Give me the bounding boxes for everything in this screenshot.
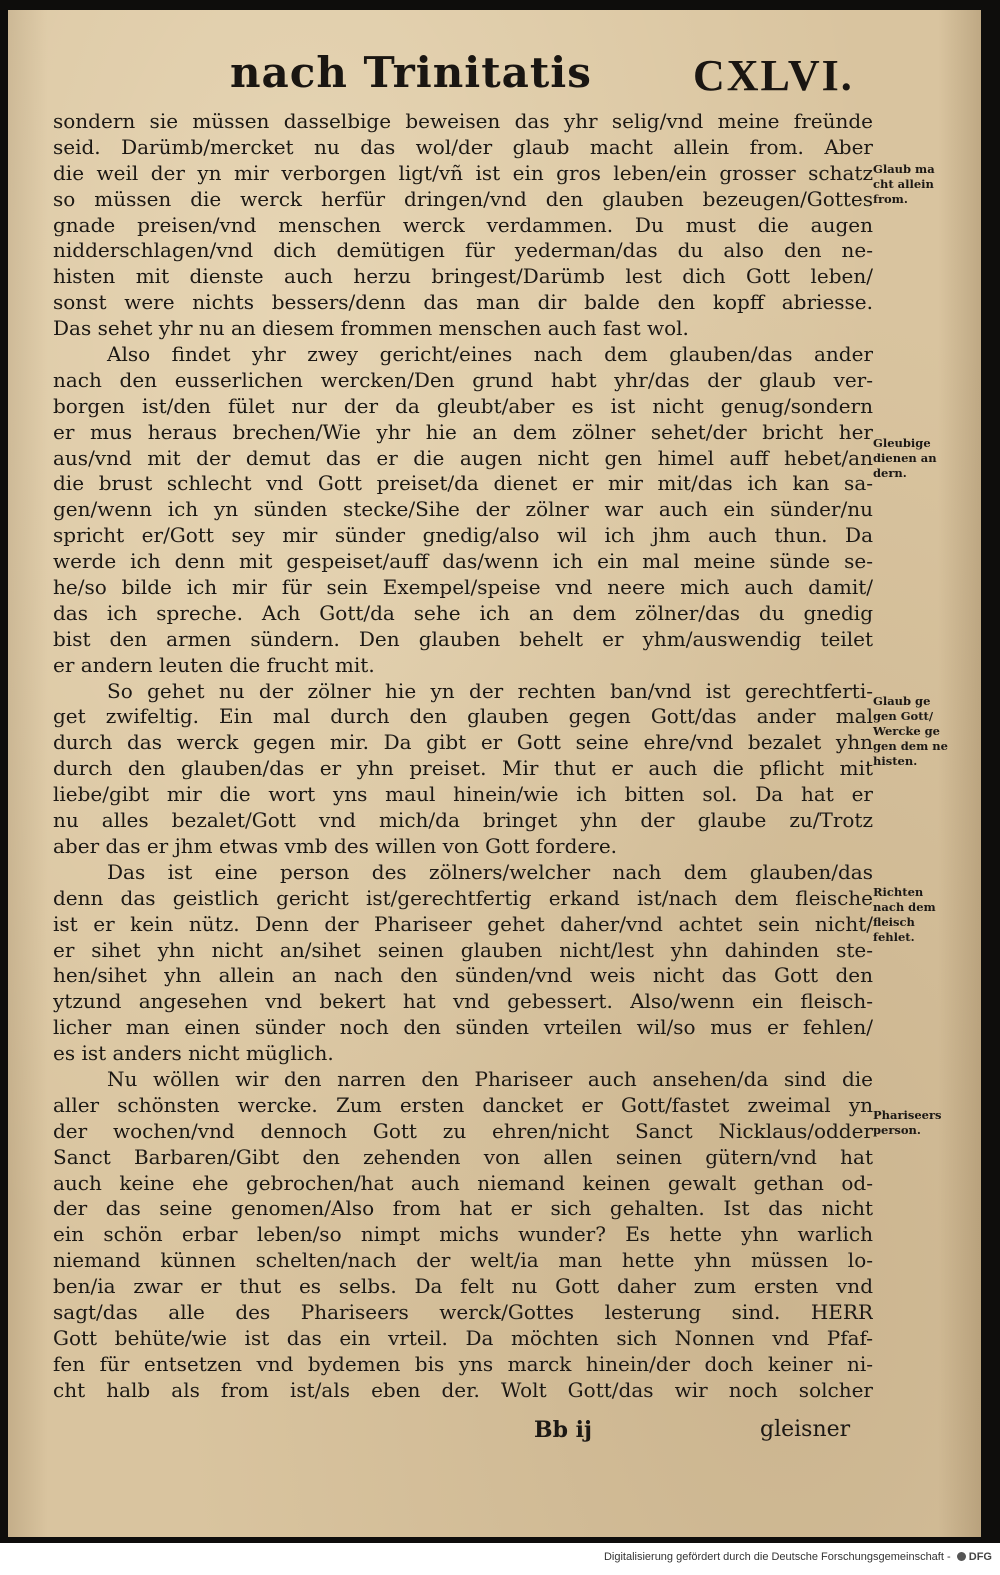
text-line: Das ist eine person des zölners/welcher nach dem glauben/das (107, 859, 873, 884)
running-title: nach Trinitatis (230, 48, 592, 97)
marginal-note (873, 162, 978, 207)
note-line: gen dem ne (873, 739, 948, 753)
note-line: Gleubige (873, 436, 931, 450)
text-line: histen mit dienste auch herzu bringest/Darümb lest dich Gott leben/ (53, 264, 873, 289)
book-page (8, 10, 981, 1537)
text-line: aus/vnd mit der demut das er die augen nicht gen himel auff hebet/an (53, 445, 873, 470)
text-line: licher man einen sünder noch den sünden vrteilen wil/so mus er fehlen/ (53, 1015, 873, 1040)
text-line: durch das werck gegen mir. Da gibt er Gott seine ehre/vnd bezalet yhn (53, 730, 873, 755)
text-line: denn das geistlich gericht ist/gerechtfertig erkand ist/nach dem fleische (53, 885, 873, 910)
text-line: die brust schlecht vnd Gott preiset/da dienet er mir mit/das ich kan sa- (53, 471, 873, 496)
digitization-credit (604, 1551, 992, 1569)
text-line: Also findet yhr zwey gericht/eines nach dem glauben/das ander (107, 342, 873, 367)
note-line: histen. (873, 754, 918, 768)
note-line: Phariseers (873, 1108, 942, 1122)
dfg-logo: DFG (968, 1551, 992, 1563)
text-line: ytzund angesehen vnd bekert hat vnd gebessert. Also/wenn ein fleisch- (53, 989, 873, 1014)
text-line: liebe/gibt mir die wort yns maul hinein/wie ich bitten sol. Da hat er (53, 782, 873, 807)
text-line: bist den armen sündern. Den glauben behelt er yhm/auswendig teilet (53, 626, 873, 651)
text-line: Sanct Barbaren/Gibt den zehenden von allen seinen gütern/vnd hat (53, 1144, 873, 1169)
note-line: from. (873, 192, 908, 206)
note-line: Wercke ge (873, 724, 941, 738)
note-line: fehlet. (873, 930, 915, 944)
text-line: auch keine ehe gebrochen/hat auch niemand keinen gewalt gethan od- (53, 1170, 873, 1195)
text-line: cht halb als from ist/als eben der. Wolt Gott/das wir noch solcher (53, 1377, 873, 1402)
text-line: sagt/das alle des Phariseers werck/Gottes lesterung sind. HERR (53, 1299, 873, 1324)
text-line: nidderschlagen/vnd dich demütigen für yederman/das du also den ne- (53, 238, 873, 263)
credit-text: Digitalisierung gefördert durch die Deutsche Forschungsgemeinschaft - (603, 1551, 951, 1563)
text-line: sondern sie müssen dasselbige beweisen das yhr selig/vnd meine freünde (53, 109, 873, 133)
text-line: borgen ist/den fület nur der da gleubt/aber es ist nicht genug/sondern (53, 393, 873, 418)
marginal-note (873, 694, 978, 769)
note-line: gen Gott/ (873, 709, 934, 723)
text-line: niemand künnen schelten/nach der welt/ia man hette yhn müssen lo- (53, 1248, 873, 1273)
text-line: der das seine genomen/Also from hat er sich gehalten. Ist das nicht (53, 1196, 873, 1221)
text-line: get zwifeltig. Ein mal durch den glauben gegen Gott/das ander mal (53, 704, 873, 729)
text-line: fen für entsetzen vnd bydemen bis yns marck hinein/der doch keiner ni- (53, 1351, 873, 1376)
note-line: dienen an (873, 451, 937, 465)
text-line: er mus heraus brechen/Wie yhr hie an dem zölner sehet/der bricht her (53, 419, 873, 444)
signature-mark: Bb ij (534, 1417, 592, 1443)
note-line: fleisch (873, 915, 915, 929)
note-line: nach dem (873, 900, 936, 914)
text-line: so müssen die werck herfür dringen/vnd den glauben bezeugen/Gottes (53, 186, 873, 211)
page-header (8, 48, 981, 108)
note-line: dern. (873, 466, 907, 480)
text-line: spricht er/Gott sey mir sünder gnedig/also wil ich jhm auch thun. Da (53, 523, 873, 548)
text-line: Nu wöllen wir den narren den Phariseer auch ansehen/da sind die (107, 1066, 873, 1091)
text-line: sonst were nichts bessers/denn das man dir balde den kopff abriesse. (53, 290, 873, 315)
text-line: So gehet nu der zölner hie yn der rechten ban/vnd ist gerechtferti- (107, 678, 873, 703)
note-line: cht allein (873, 177, 934, 191)
text-line: nu alles bezalet/Gott vnd mich/da bringet yhn der glaube zu/Trotz (53, 808, 873, 833)
text-line: der wochen/vnd dennoch Gott zu ehren/nicht Sanct Nicklaus/odder (53, 1118, 873, 1143)
text-line: es ist anders nicht müglich. (53, 1041, 334, 1066)
text-line: hen/sihet yhn allein an nach den sünden/vnd weis nicht das Gott den (53, 963, 873, 988)
text-line: nach den eusserlichen wercken/Den grund habt yhr/das der glaub ver- (53, 367, 873, 392)
text-line: die weil der yn mir verborgen ligt/vñ ist ein gros leben/ein grosser schatz (53, 160, 873, 185)
text-line: aller schönsten wercke. Zum ersten dancket er Gott/fastet zweimal yn (53, 1092, 873, 1117)
body-text (53, 109, 873, 1404)
text-line: er andern leuten die frucht mit. (53, 652, 375, 677)
text-line: ein schön erbar leben/so nimpt michs wunder? Es hette yhn warlich (53, 1222, 873, 1247)
marginal-note (873, 1108, 978, 1138)
note-line: Glaub ma (873, 162, 935, 176)
text-line: gnade preisen/vnd menschen werck verdammen. Du must die augen (53, 212, 873, 237)
text-line: das ich spreche. Ach Gott/da sehe ich an dem zölner/das du gnedig (53, 600, 873, 625)
marginalia (873, 10, 978, 1537)
text-line: ben/ia zwar er thut es selbs. Da felt nu Gott daher zum ersten vnd (53, 1274, 873, 1299)
text-line: he/so bilde ich mir für sein Exempel/speise vnd neere mich auch damit/ (53, 575, 873, 600)
note-line: person. (873, 1123, 921, 1137)
text-line: durch den glauben/das er yhn preiset. Mir thut er auch die pflicht mit (53, 756, 873, 781)
text-line: er sihet yhn nicht an/sihet seinen glauben nicht/lest yhn dahinden ste- (53, 937, 873, 962)
text-line: Das sehet yhr nu an diesem frommen menschen auch fast wol. (53, 316, 689, 341)
catchword: gleisner (760, 1417, 851, 1442)
text-line: ist er kein nütz. Denn der Phariseer gehet daher/vnd achtet sein nicht/ (53, 911, 873, 936)
note-line: Glaub ge (873, 694, 931, 708)
text-line: gen/wenn ich yn sünden stecke/Sihe der zölner war auch ein sünder/nu (53, 497, 873, 522)
text-line: werde ich denn mit gespeiset/auff das/wenn ich ein mal meine sünde se- (53, 549, 873, 574)
signature-line (8, 1417, 981, 1449)
text-line: Gott behüte/wie ist das ein vrteil. Da möchten sich Nonnen vnd Pfaf- (53, 1325, 873, 1350)
text-line: aber das er jhm etwas vmb des willen von Gott fordere. (53, 833, 618, 858)
text-line: seid. Darümb/mercket nu das wol/der glaub macht allein from. Aber (53, 134, 873, 159)
dfg-logo-icon (957, 1552, 966, 1561)
note-line: Richten (873, 885, 924, 899)
marginal-note (873, 885, 978, 945)
marginal-note (873, 436, 978, 481)
folio-number: CXLVI. (693, 51, 854, 100)
